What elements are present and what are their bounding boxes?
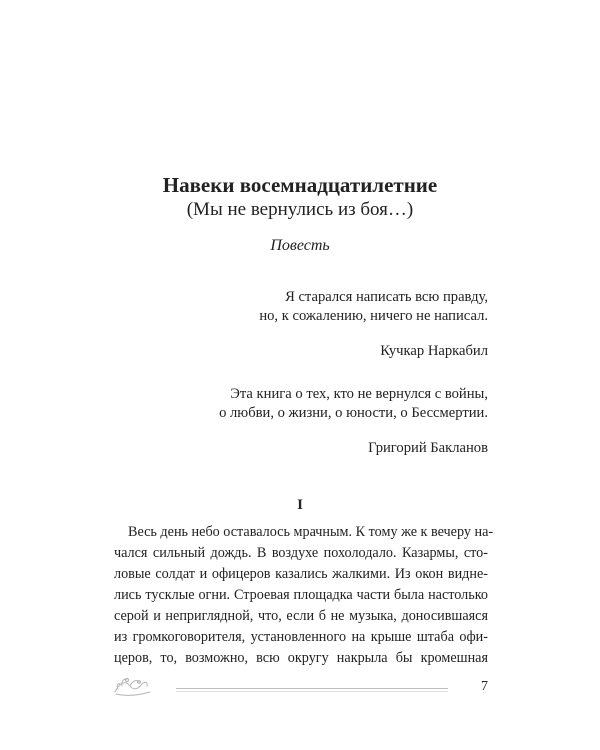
epigraph: [88, 288, 488, 361]
body-line: ловые солдат и офицеров казались жалкими. Из окон видне-: [114, 566, 488, 582]
genre-label: Повесть: [270, 237, 330, 254]
body-line: чался сильный дождь. В воздухе похолодало. Казармы, сто-: [114, 545, 488, 561]
epigraph-line: Я старался написать всю правду,: [285, 289, 488, 305]
page-number: 7: [481, 679, 488, 694]
body-line: лись тусклые огни. Строевая площадка части была настолько: [114, 587, 488, 603]
footer-rule: [176, 691, 448, 692]
footer-rule: [176, 688, 448, 689]
epigraph-line: о любви, о жизни, о юности, о Бессмертии.: [219, 405, 488, 421]
epigraph-author: Григорий Бакланов: [368, 440, 488, 456]
book-subtitle: (Мы не вернулись из боя…): [186, 199, 414, 220]
epigraph-line: Эта книга о тех, кто не вернулся с войны,: [230, 386, 488, 402]
epigraph-author: Кучкар Наркабил: [380, 343, 488, 359]
body-line: серой и неприглядной, что, если б не музыка, доносившаяся: [114, 608, 488, 624]
chapter-heading: I: [297, 497, 303, 513]
epigraph-line: но, к сожалению, ничего не написал.: [259, 308, 488, 324]
book-title: Навеки восемнадцатилетние: [162, 173, 438, 197]
chapter-body: [114, 522, 494, 669]
epigraph: [88, 385, 488, 458]
body-line: Весь день небо оставалось мрачным. К тому же к вечеру на-: [128, 524, 494, 540]
floral-ornament-icon: [112, 672, 152, 698]
body-line: из громкоговорителя, установленного на крыше штаба офи-: [114, 629, 488, 645]
body-line: церов, то, возможно, всю округу накрыла бы кромешная: [114, 650, 488, 666]
